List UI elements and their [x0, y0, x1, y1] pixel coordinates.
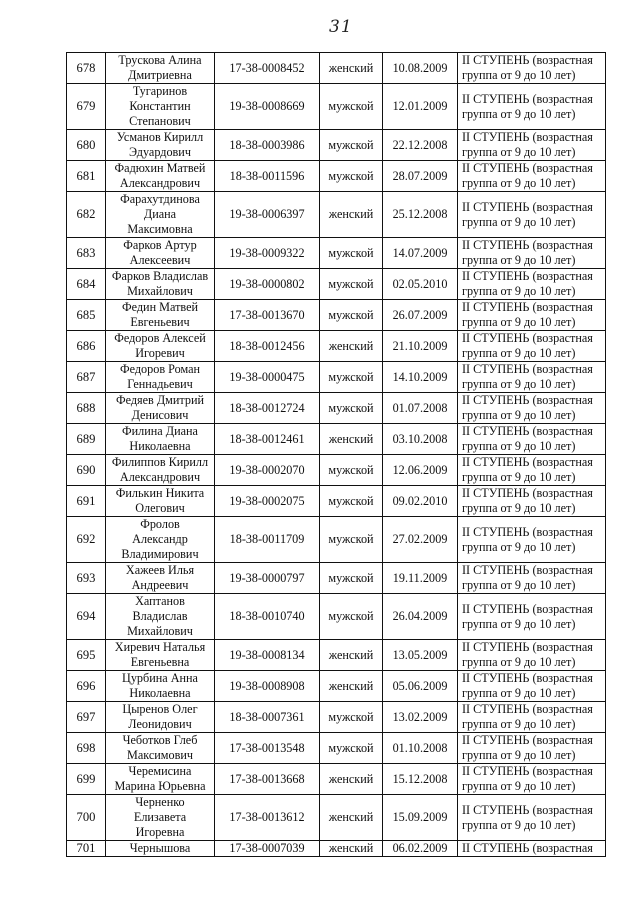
level-cell: [458, 702, 606, 733]
gender-cell: женский: [320, 671, 383, 702]
gender-cell: мужской: [320, 702, 383, 733]
full-name-cell: [106, 161, 215, 192]
level-line: II СТУПЕНЬ (возрастная: [462, 393, 593, 407]
table-row: [67, 331, 606, 362]
level-line: группа от 9 до 10 лет): [462, 253, 576, 267]
level-line: II СТУПЕНЬ (возрастная: [462, 455, 593, 469]
full-name-cell: [106, 563, 215, 594]
full-name-line: Цыренов Олег: [122, 702, 198, 716]
table-row: [67, 393, 606, 424]
full-name-line: Фарков Владислав: [111, 269, 209, 283]
full-name-line: Геннадьевич: [127, 377, 193, 391]
level-line: II СТУПЕНЬ (возрастная: [462, 733, 593, 747]
table-row: [67, 300, 606, 331]
gender-cell: женский: [320, 764, 383, 795]
full-name-line: Черемисина: [128, 764, 192, 778]
table-row: [67, 130, 606, 161]
full-name-cell: [106, 300, 215, 331]
birth-date-cell: 14.07.2009: [383, 238, 458, 269]
full-name-line: Андреевич: [131, 578, 189, 592]
level-line: II СТУПЕНЬ (возрастная: [462, 702, 593, 716]
participant-id-cell: 19-38-0006397: [215, 192, 320, 238]
level-line: группа от 9 до 10 лет): [462, 501, 576, 515]
level-line: группа от 9 до 10 лет): [462, 377, 576, 391]
birth-date-cell: 05.06.2009: [383, 671, 458, 702]
gender-cell: мужской: [320, 300, 383, 331]
table-row: [67, 486, 606, 517]
full-name-line: Трускова Алина: [118, 53, 202, 67]
full-name-line: Евгеньевна: [130, 655, 190, 669]
table-row: [67, 362, 606, 393]
level-cell: [458, 393, 606, 424]
level-line: группа от 9 до 10 лет): [462, 578, 576, 592]
level-line: группа от 9 до 10 лет): [462, 214, 576, 229]
full-name-line: Марина Юрьевна: [114, 779, 206, 793]
level-cell: [458, 424, 606, 455]
birth-date-cell: 10.08.2009: [383, 53, 458, 84]
full-name-cell: [106, 130, 215, 161]
gender-cell: мужской: [320, 84, 383, 130]
birth-date-cell: 21.10.2009: [383, 331, 458, 362]
row-number-cell: 700: [67, 795, 106, 841]
full-name-line: Черненко: [135, 795, 185, 809]
full-name-line: Федоров Алексей: [114, 331, 206, 345]
level-line: группа от 9 до 10 лет): [462, 106, 576, 121]
level-line: II СТУПЕНЬ (возрастная: [462, 601, 593, 616]
level-cell: [458, 671, 606, 702]
full-name-cell: [106, 192, 215, 238]
row-number-cell: 691: [67, 486, 106, 517]
participant-id-cell: 19-38-0002070: [215, 455, 320, 486]
table-row: [67, 594, 606, 640]
level-line: II СТУПЕНЬ (возрастная: [462, 424, 593, 438]
level-cell: [458, 161, 606, 192]
birth-date-cell: 09.02.2010: [383, 486, 458, 517]
full-name-line: Чеботков Глеб: [122, 733, 198, 747]
full-name-line: Игоревна: [135, 825, 185, 839]
row-number-cell: 697: [67, 702, 106, 733]
full-name-line: Александр: [132, 532, 188, 546]
level-line: II СТУПЕНЬ (возрастная: [462, 199, 593, 214]
full-name-line: Владислав: [132, 609, 188, 623]
level-line: группа от 9 до 10 лет): [462, 539, 576, 554]
level-cell: [458, 733, 606, 764]
full-name-line: Николаевна: [129, 686, 191, 700]
birth-date-cell: 06.02.2009: [383, 841, 458, 857]
full-name-line: Хажеев Илья: [125, 563, 195, 577]
gender-cell: женский: [320, 841, 383, 857]
level-line: II СТУПЕНЬ (возрастная: [462, 841, 593, 855]
row-number-cell: 690: [67, 455, 106, 486]
row-number-cell: 684: [67, 269, 106, 300]
row-number-cell: 680: [67, 130, 106, 161]
participant-id-cell: 17-38-0013670: [215, 300, 320, 331]
gender-cell: мужской: [320, 594, 383, 640]
level-line: группа от 9 до 10 лет): [462, 145, 576, 159]
row-number-cell: 699: [67, 764, 106, 795]
level-cell: [458, 130, 606, 161]
gender-cell: мужской: [320, 362, 383, 393]
full-name-cell: [106, 764, 215, 795]
full-name-line: Филькин Никита: [115, 486, 205, 500]
level-cell: [458, 300, 606, 331]
full-name-line: Михайлович: [127, 284, 193, 298]
gender-cell: мужской: [320, 161, 383, 192]
gender-cell: мужской: [320, 455, 383, 486]
full-name-cell: [106, 702, 215, 733]
full-name-line: Усманов Кирилл: [116, 130, 204, 144]
full-name-line: Диана: [143, 207, 177, 221]
full-name-line: Максимович: [126, 748, 193, 762]
participant-id-cell: 19-38-0009322: [215, 238, 320, 269]
participant-id-cell: 19-38-0008134: [215, 640, 320, 671]
level-cell: [458, 331, 606, 362]
gender-cell: мужской: [320, 486, 383, 517]
full-name-line: Денисович: [131, 408, 189, 422]
table-row: [67, 238, 606, 269]
level-cell: [458, 640, 606, 671]
row-number-cell: 693: [67, 563, 106, 594]
full-name-line: Филина Диана: [122, 424, 198, 438]
level-line: II СТУПЕНЬ (возрастная: [462, 764, 593, 778]
birth-date-cell: 14.10.2009: [383, 362, 458, 393]
participants-table: [66, 52, 606, 857]
gender-cell: мужской: [320, 563, 383, 594]
level-line: группа от 9 до 10 лет): [462, 408, 576, 422]
participant-id-cell: 18-38-0010740: [215, 594, 320, 640]
full-name-cell: [106, 269, 215, 300]
full-name-cell: [106, 517, 215, 563]
full-name-cell: [106, 486, 215, 517]
row-number-cell: 689: [67, 424, 106, 455]
birth-date-cell: 25.12.2008: [383, 192, 458, 238]
full-name-cell: [106, 362, 215, 393]
participant-id-cell: 19-38-0008669: [215, 84, 320, 130]
table-row: [67, 563, 606, 594]
row-number-cell: 678: [67, 53, 106, 84]
gender-cell: женский: [320, 331, 383, 362]
full-name-line: Михайлович: [127, 624, 193, 638]
level-line: II СТУПЕНЬ (возрастная: [462, 563, 593, 577]
table-row: [67, 424, 606, 455]
row-number-cell: 698: [67, 733, 106, 764]
full-name-cell: [106, 733, 215, 764]
level-line: II СТУПЕНЬ (возрастная: [462, 486, 593, 500]
page-number: 31: [329, 17, 353, 37]
level-line: группа от 9 до 10 лет): [462, 779, 576, 793]
full-name-cell: [106, 238, 215, 269]
table-row: [67, 733, 606, 764]
row-number-cell: 686: [67, 331, 106, 362]
participant-id-cell: 18-38-0012456: [215, 331, 320, 362]
full-name-line: Алексеевич: [129, 253, 191, 267]
participant-id-cell: 19-38-0000475: [215, 362, 320, 393]
level-cell: [458, 795, 606, 841]
full-name-cell: [106, 455, 215, 486]
row-number-cell: 679: [67, 84, 106, 130]
row-number-cell: 688: [67, 393, 106, 424]
full-name-line: Хаптанов: [135, 594, 185, 608]
level-line: II СТУПЕНЬ (возрастная: [462, 269, 593, 283]
full-name-line: Елизавета: [133, 810, 187, 824]
full-name-line: Федяев Дмитрий: [115, 393, 205, 407]
participant-id-cell: 18-38-0011709: [215, 517, 320, 563]
level-line: II СТУПЕНЬ (возрастная: [462, 161, 593, 175]
full-name-cell: [106, 331, 215, 362]
row-number-cell: 695: [67, 640, 106, 671]
level-line: II СТУПЕНЬ (возрастная: [462, 331, 593, 345]
level-cell: [458, 455, 606, 486]
birth-date-cell: 15.09.2009: [383, 795, 458, 841]
participant-id-cell: 17-38-0013548: [215, 733, 320, 764]
full-name-line: Александрович: [119, 176, 201, 190]
birth-date-cell: 19.11.2009: [383, 563, 458, 594]
level-line: группа от 9 до 10 лет): [462, 655, 576, 669]
participant-id-cell: 19-38-0008908: [215, 671, 320, 702]
participant-id-cell: 18-38-0003986: [215, 130, 320, 161]
level-line: II СТУПЕНЬ (возрастная: [462, 802, 593, 817]
table-row: [67, 841, 606, 857]
full-name-line: Леонидович: [128, 717, 192, 731]
full-name-cell: [106, 671, 215, 702]
full-name-cell: [106, 424, 215, 455]
level-line: группа от 9 до 10 лет): [462, 748, 576, 762]
full-name-line: Цурбина Анна: [122, 671, 198, 685]
gender-cell: мужской: [320, 733, 383, 764]
birth-date-cell: 03.10.2008: [383, 424, 458, 455]
level-line: группа от 9 до 10 лет): [462, 439, 576, 453]
gender-cell: женский: [320, 640, 383, 671]
full-name-line: Олегович: [135, 501, 185, 515]
full-name-line: Филиппов Кирилл: [111, 455, 209, 469]
level-cell: [458, 53, 606, 84]
full-name-line: Тугаринов: [132, 84, 188, 98]
full-name-cell: [106, 84, 215, 130]
full-name-cell: [106, 795, 215, 841]
level-line: группа от 9 до 10 лет): [462, 284, 576, 298]
participant-id-cell: 17-38-0013612: [215, 795, 320, 841]
full-name-line: Эдуардович: [129, 145, 191, 159]
participant-id-cell: 19-38-0000802: [215, 269, 320, 300]
row-number-cell: 701: [67, 841, 106, 857]
level-line: II СТУПЕНЬ (возрастная: [462, 640, 593, 654]
level-line: II СТУПЕНЬ (возрастная: [462, 362, 593, 376]
level-cell: [458, 764, 606, 795]
level-cell: [458, 84, 606, 130]
table-body: [67, 53, 606, 857]
birth-date-cell: 26.07.2009: [383, 300, 458, 331]
birth-date-cell: 12.01.2009: [383, 84, 458, 130]
level-cell: [458, 563, 606, 594]
gender-cell: женский: [320, 192, 383, 238]
full-name-line: Николаевна: [129, 439, 191, 453]
table-row: [67, 53, 606, 84]
birth-date-cell: 13.02.2009: [383, 702, 458, 733]
full-name-line: Дмитриевна: [128, 68, 192, 82]
table-row: [67, 702, 606, 733]
birth-date-cell: 12.06.2009: [383, 455, 458, 486]
birth-date-cell: 13.05.2009: [383, 640, 458, 671]
level-line: группа от 9 до 10 лет): [462, 817, 576, 832]
level-line: группа от 9 до 10 лет): [462, 68, 576, 82]
row-number-cell: 683: [67, 238, 106, 269]
participant-id-cell: 18-38-0011596: [215, 161, 320, 192]
level-cell: [458, 362, 606, 393]
full-name-cell: [106, 640, 215, 671]
table-row: [67, 517, 606, 563]
level-cell: [458, 594, 606, 640]
level-cell: [458, 269, 606, 300]
level-line: группа от 9 до 10 лет): [462, 346, 576, 360]
level-line: II СТУПЕНЬ (возрастная: [462, 91, 593, 106]
gender-cell: мужской: [320, 130, 383, 161]
row-number-cell: 696: [67, 671, 106, 702]
participant-id-cell: 19-38-0002075: [215, 486, 320, 517]
birth-date-cell: 01.10.2008: [383, 733, 458, 764]
gender-cell: женский: [320, 795, 383, 841]
birth-date-cell: 15.12.2008: [383, 764, 458, 795]
full-name-cell: [106, 841, 215, 857]
row-number-cell: 685: [67, 300, 106, 331]
birth-date-cell: 28.07.2009: [383, 161, 458, 192]
full-name-line: Федоров Роман: [119, 362, 201, 376]
level-line: группа от 9 до 10 лет): [462, 470, 576, 484]
full-name-line: Владимирович: [121, 547, 199, 561]
level-line: II СТУПЕНЬ (возрастная: [462, 671, 593, 685]
birth-date-cell: 01.07.2008: [383, 393, 458, 424]
full-name-line: Чернышова: [129, 841, 191, 855]
participant-id-cell: 18-38-0012724: [215, 393, 320, 424]
level-line: II СТУПЕНЬ (возрастная: [462, 524, 593, 539]
gender-cell: мужской: [320, 517, 383, 563]
participant-id-cell: 17-38-0007039: [215, 841, 320, 857]
table-row: [67, 192, 606, 238]
level-line: II СТУПЕНЬ (возрастная: [462, 130, 593, 144]
level-line: группа от 9 до 10 лет): [462, 717, 576, 731]
level-cell: [458, 486, 606, 517]
full-name-line: Фарахутдинова: [120, 192, 200, 206]
level-line: группа от 9 до 10 лет): [462, 315, 576, 329]
level-line: II СТУПЕНЬ (возрастная: [462, 300, 593, 314]
level-cell: [458, 517, 606, 563]
level-line: группа от 9 до 10 лет): [462, 686, 576, 700]
full-name-cell: [106, 393, 215, 424]
table-row: [67, 640, 606, 671]
level-cell: [458, 841, 606, 857]
full-name-line: Хиревич Наталья: [114, 640, 206, 654]
table-row: [67, 795, 606, 841]
full-name-line: Фролов: [140, 517, 180, 531]
participant-id-cell: 18-38-0007361: [215, 702, 320, 733]
gender-cell: мужской: [320, 393, 383, 424]
table-row: [67, 671, 606, 702]
full-name-cell: [106, 594, 215, 640]
gender-cell: мужской: [320, 238, 383, 269]
row-number-cell: 681: [67, 161, 106, 192]
row-number-cell: 692: [67, 517, 106, 563]
birth-date-cell: 27.02.2009: [383, 517, 458, 563]
level-line: II СТУПЕНЬ (возрастная: [462, 238, 593, 252]
gender-cell: женский: [320, 424, 383, 455]
birth-date-cell: 02.05.2010: [383, 269, 458, 300]
full-name-line: Фадюхин Матвей: [114, 161, 206, 175]
level-line: группа от 9 до 10 лет): [462, 616, 576, 631]
full-name-line: Максимовна: [127, 222, 193, 236]
full-name-line: Константин: [129, 99, 191, 113]
full-name-cell: [106, 53, 215, 84]
full-name-line: Александрович: [119, 470, 201, 484]
birth-date-cell: 26.04.2009: [383, 594, 458, 640]
row-number-cell: 694: [67, 594, 106, 640]
full-name-line: Фарков Артур: [123, 238, 197, 252]
row-number-cell: 687: [67, 362, 106, 393]
gender-cell: женский: [320, 53, 383, 84]
participant-id-cell: 17-38-0008452: [215, 53, 320, 84]
level-line: группа от 9 до 10 лет): [462, 176, 576, 190]
full-name-line: Федин Матвей: [121, 300, 199, 314]
table-row: [67, 84, 606, 130]
participant-id-cell: 17-38-0013668: [215, 764, 320, 795]
table-row: [67, 269, 606, 300]
full-name-line: Игоревич: [135, 346, 185, 360]
table-row: [67, 161, 606, 192]
row-number-cell: 682: [67, 192, 106, 238]
level-line: II СТУПЕНЬ (возрастная: [462, 53, 593, 67]
participant-id-cell: 19-38-0000797: [215, 563, 320, 594]
level-cell: [458, 192, 606, 238]
table-row: [67, 455, 606, 486]
full-name-line: Евгеньевич: [130, 315, 190, 329]
full-name-line: Степанович: [129, 114, 191, 128]
gender-cell: мужской: [320, 269, 383, 300]
participant-id-cell: 18-38-0012461: [215, 424, 320, 455]
table-row: [67, 764, 606, 795]
birth-date-cell: 22.12.2008: [383, 130, 458, 161]
level-cell: [458, 238, 606, 269]
